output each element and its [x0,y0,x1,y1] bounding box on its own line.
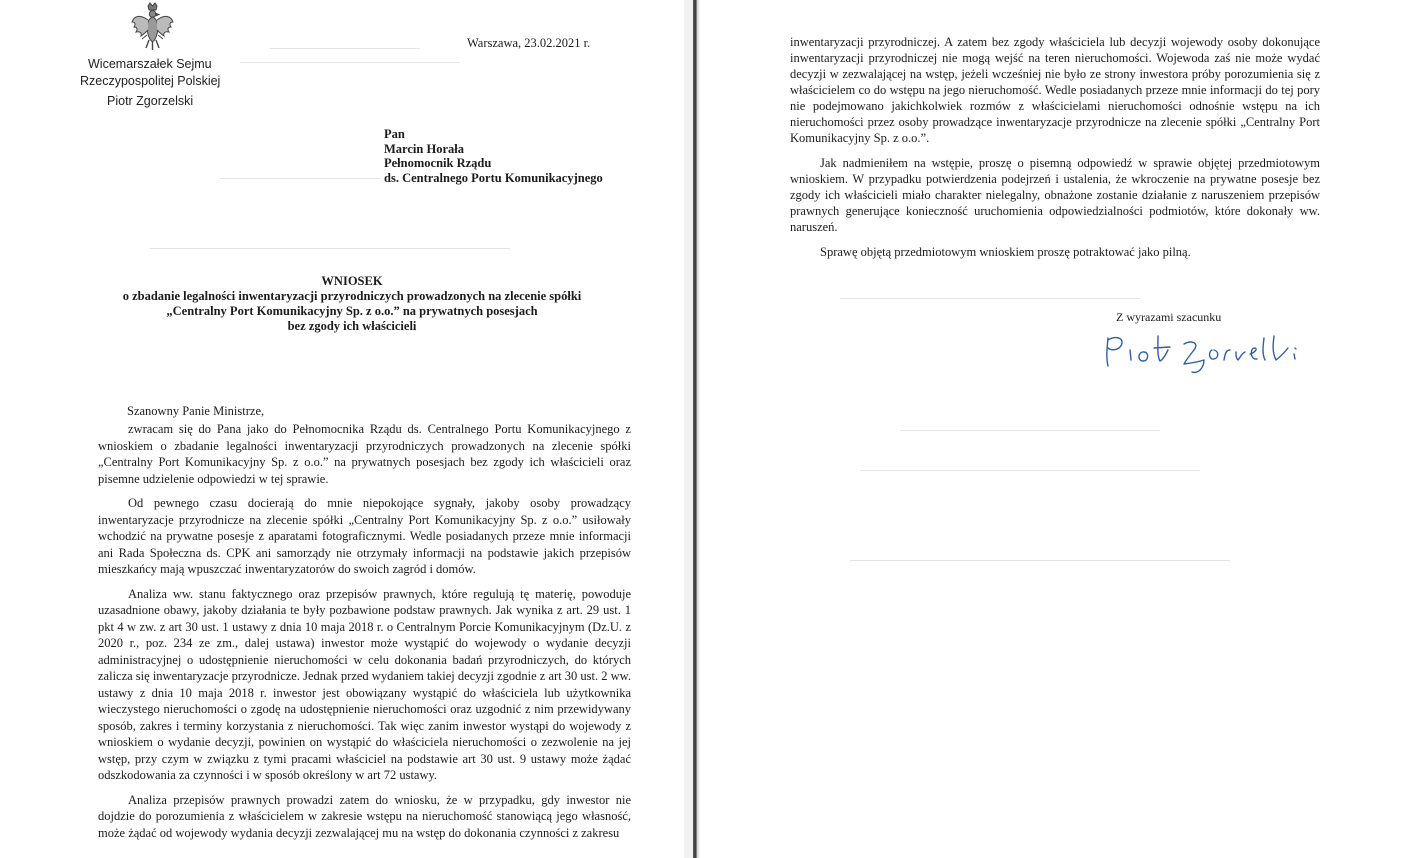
bleed-through-mark [270,48,420,49]
letter-body-page-1 [98,421,631,849]
place-date: Warszawa, 23.02.2021 r. [467,36,591,50]
bleed-through-mark [840,298,1140,299]
bleed-through-mark [850,560,1230,561]
paragraph-continuation: inwentaryzacji przyrodniczej. A zatem bez zgody właściciela lub decyzji wojewody osoby dokonujące inwentaryzacji przyrodniczej nie mogą wejść na teren nieruchomości. Wojewoda zaś nie może wydać decyzji w zezwalającej na wstęp, jeżeli wcześniej nie było ze strony inwestora próby porozumienia się z właścicielem co do wstępu na jego nieruchomość. Wedle posiadanych przeze mnie informacji do tej pory nie podejmowano jakichkolwiek rozmów z właścicielami nieruchomości odnośnie wstępu na ich nieruchomości przez osoby prowadzące inwentaryzacje przyrodnicze na zlecenie spółki „Centralny Port Komunikacyjny Sp. z o.o.”. [790,35,1320,145]
polish-eagle-emblem-icon [130,2,175,52]
bleed-through-mark [220,178,380,179]
page-gutter [684,0,700,858]
subject-line: o zbadanie legalności inwentaryzacji przyrodniczych prowadzonych na zlecenie spółki [122,289,582,303]
sender-title [80,56,221,90]
paragraph: Analiza ww. stanu faktycznego oraz przepisów prawnych, które regulują tę materię, powoduje uzasadnione obawy, jakoby działania te były pozbawione podstaw prawnych. Jak wynika z art. 29 ust. 1 pkt 4 w zw. z art 30 ust. 1 ustawy z dnia 10 maja 2018 r. o Centralnym Porcie Komunikacyjnym (Dz.U. z 2020 r., poz. 234 ze zm., dalej ustawa) inwestor może wystąpić do wojewody o wydanie decyzji administracyjnej o udostępnienie nieruchomości w celu dokonania badań przyrodniczych, do których zalicza się inwentaryzacje przyrodnicze. Jednak przed wydaniem takiej decyzji zgodnie z art 30 ust. 2 ww. ustawy z dnia 10 maja 2018 r. inwestor jest obowiązany wystąpić do właściciela lub użytkownika wieczystego nieruchomości o zgodę na udostępnienie nieruchomości oraz uzgodnić z nim przewidywany sposób, zakres i terminy korzystania z nieruchomości. Tak więc zanim inwestor wystąpi do wojewody z wnioskiem o wydanie decyzji, powinien on wystąpić do właściciela nieruchomości o zezwolenie na jej wstęp, przy czym w związku z tymi pracami właściciel na podstawie art 30 ust. 9 ustawy może żądać odszkodowania za czynności i w sposób określony w art 72 ustawy. [98,586,631,782]
recipient-line: Pełnomocnik Rządu [384,156,492,170]
handwritten-signature [1100,330,1340,380]
bleed-through-mark [150,248,510,249]
recipient-line: ds. Centralnego Portu Komunikacyjnego [384,170,603,185]
subject-block [100,274,604,334]
subject-line: bez zgody ich właścicieli [287,319,417,333]
subject-line: „Centralny Port Komunikacyjny Sp. z o.o.” na prywatnych posesjach [166,304,538,318]
sender-name: Piotr Zgorzelski [107,94,194,108]
bleed-through-mark [900,430,1160,431]
paragraph: Analiza przepisów prawnych prowadzi zatem do wniosku, że w przypadku, gdy inwestor nie dojdzie do porozumienia z właścicielem w zakresie wstępu na nieruchomość stanowiącą jego własność, może żądać od wojewody wydania decyzji zezwalającej mu na wstęp do dokonania czynności z zakresu [98,792,631,840]
sender-title-line: Wicemarszałek Sejmu [88,57,212,71]
paragraph: Od pewnego czasu docierają do mnie niepokojące sygnały, jakoby osoby prowadzący inwentaryzacje przyrodnicze na zlecenie spółki „Centralny Port Komunikacyjny Sp. z o.o.” usiłowały wchodzić na prywatne posesje z aparatami fotograficznymi. Wedle posiadanych przeze mnie informacji ani Rada Społeczna ds. CPK ani samorządy nie otrzymały informacji na podstawie jakich przepisów mieszkańcy mają wpuszczać inwentaryzatorów do swoich zagród i domów. [98,496,631,576]
bleed-through-mark [860,470,1200,471]
salutation: Szanowny Panie Ministrze, [127,404,265,418]
letter-page-1 [0,0,684,858]
paragraph: Sprawę objętą przedmiotowym wnioskiem proszę potraktować jako pilną. [820,245,1191,259]
letter-body-page-2 [790,34,1320,269]
sender-title-line: Rzeczypospolitej Polskiej [80,74,221,88]
recipient-line: Pan [384,127,405,141]
paragraph: Jak nadmieniłem na wstępie, proszę o pisemną odpowiedź w sprawie objętej przedmiotowym wnioskiem. W przypadku potwierdzenia podejrzeń i ustalenia, że wkroczenie na prywatne posesje bez zgody ich właścicieli miało charakter nielegalny, obnażone zostanie działanie z naruszeniem przepisów prawnych generujące konieczność uruchomienia odpowiedzialności podmiotów, które dokonały ww. naruszeń. [790,156,1320,234]
recipient-block [384,127,603,185]
subject-heading: WNIOSEK [321,274,383,288]
paragraph: zwracam się do Pana jako do Pełnomocnika Rządu ds. Centralnego Portu Komunikacyjnego z wnioskiem o zbadanie legalności inwentaryzacji przyrodniczych prowadzonych na zlecenie spółki „Centralny Port Komunikacyjny Sp. z o.o.” na prywatnych posesjach bez zgody ich właścicieli oraz pisemne udzielenie odpowiedzi w tej sprawie. [98,422,631,486]
closing-phrase: Z wyrazami szacunku [1116,310,1222,324]
bleed-through-mark [240,62,460,63]
recipient-name: Marcin Horała [384,141,464,156]
letter-page-2 [700,0,1404,858]
